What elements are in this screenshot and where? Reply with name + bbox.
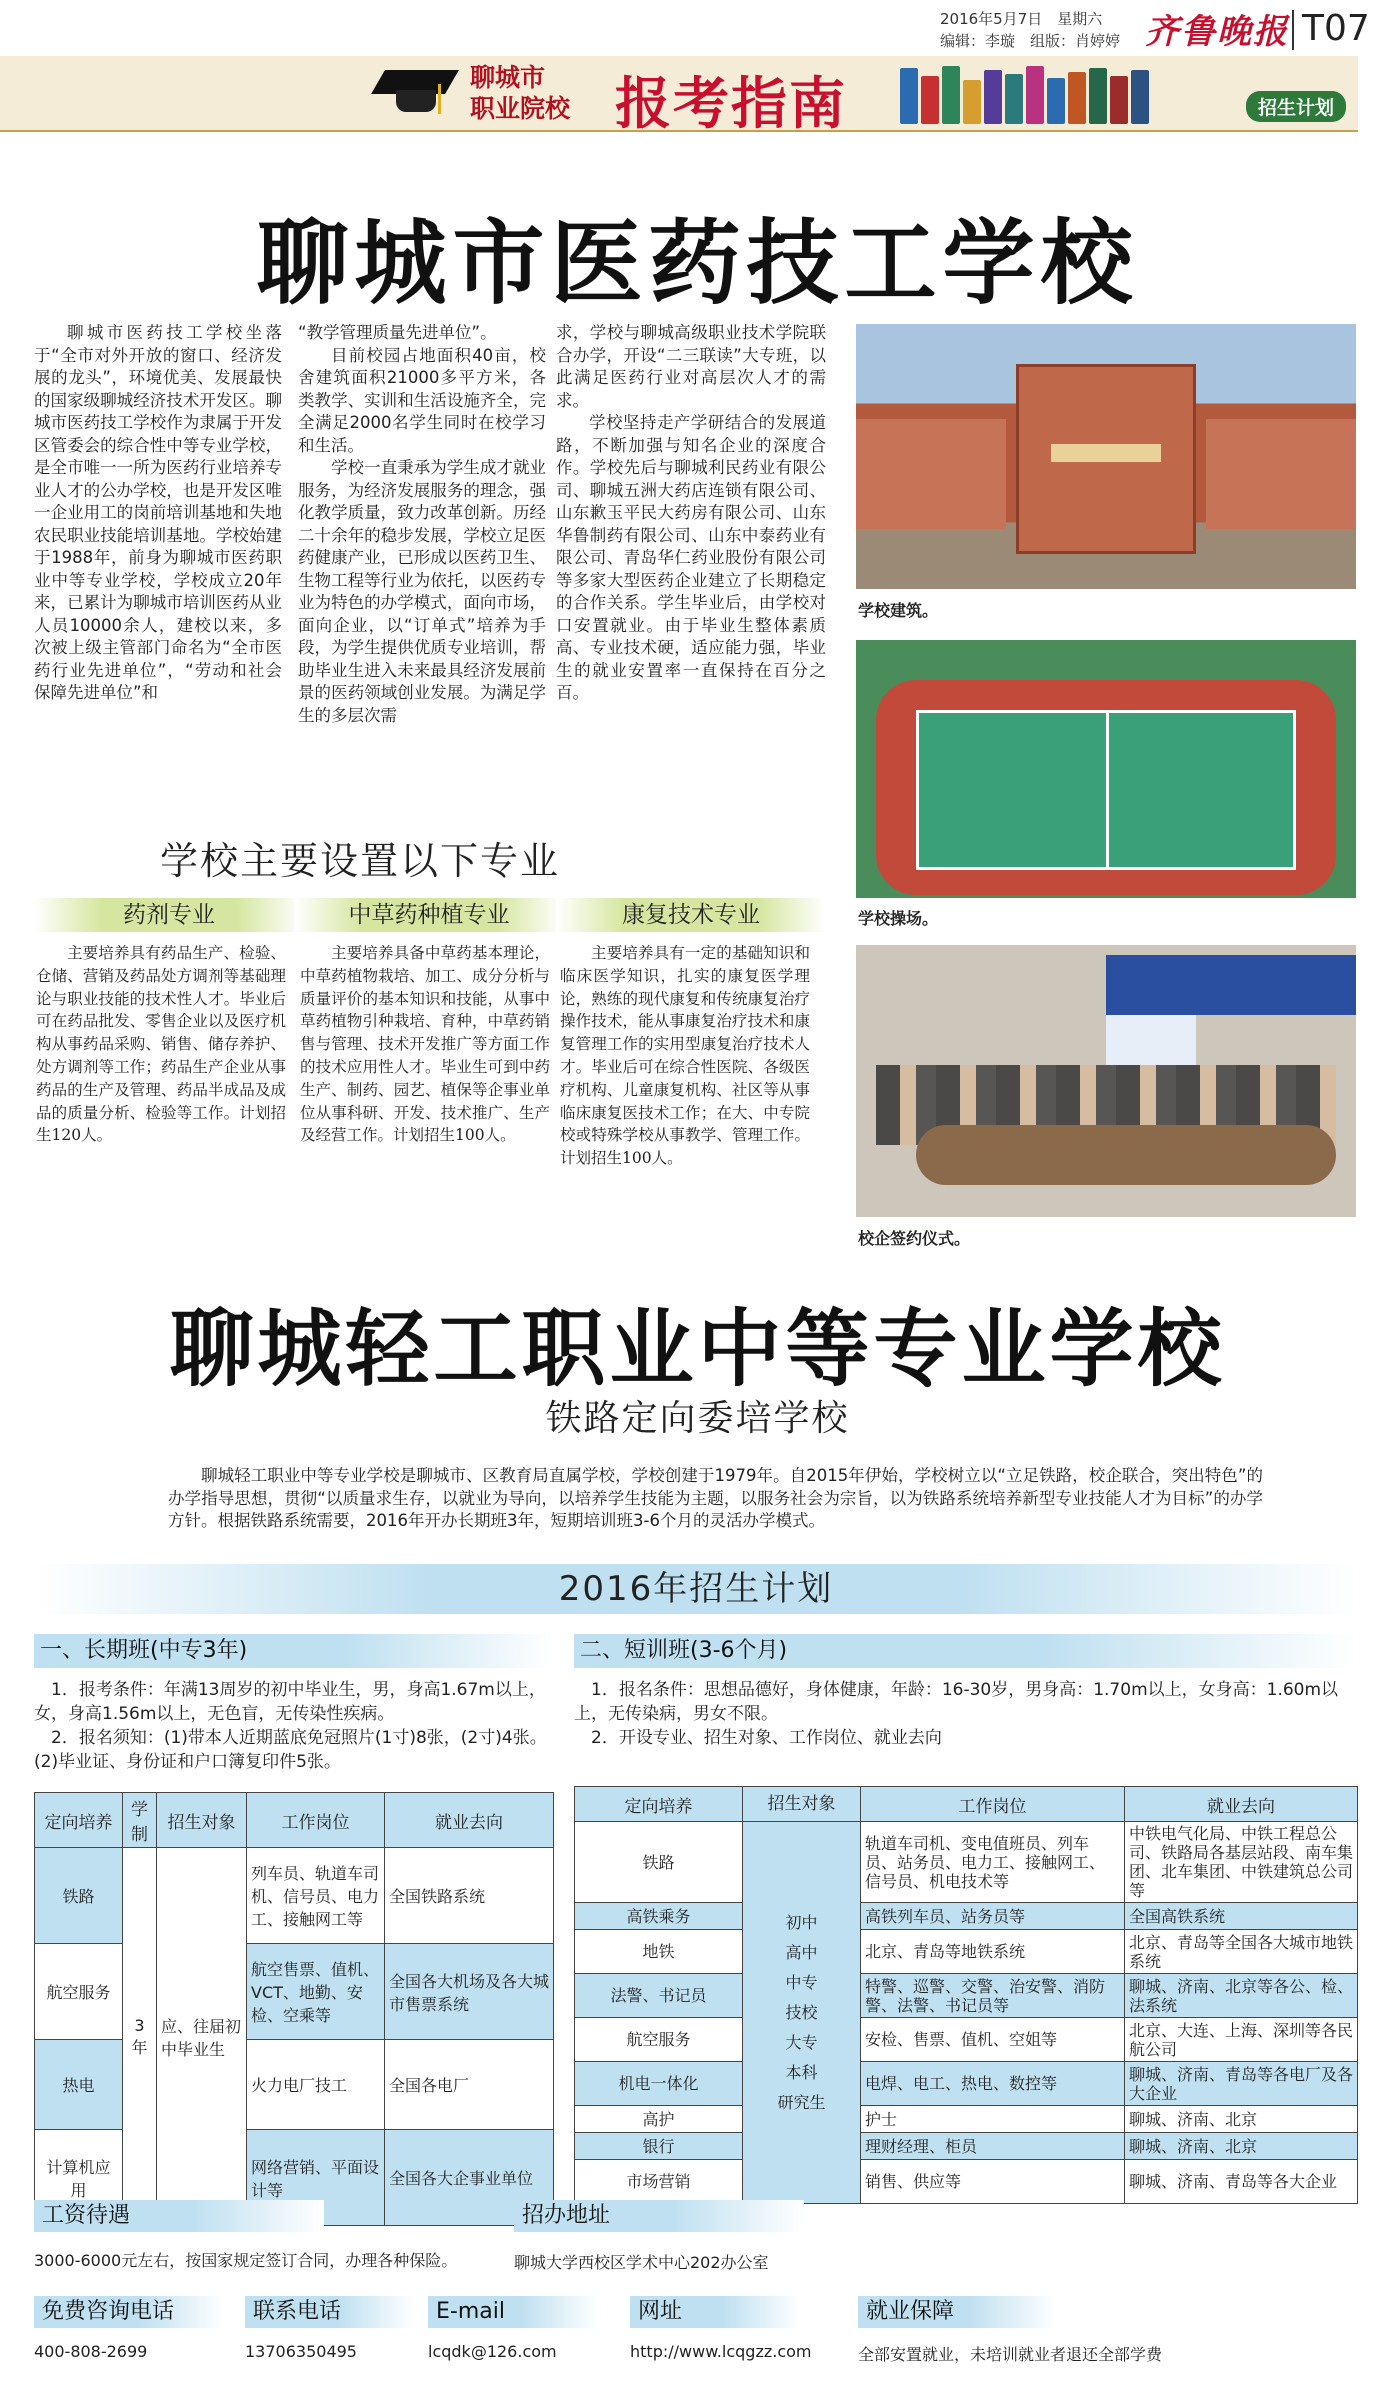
salary-text: 3000-6000元左右，按国家规定签订合同，办理各种保险。 bbox=[34, 2251, 458, 2270]
table-header: 就业去向 bbox=[385, 1793, 554, 1848]
school-building-photo bbox=[856, 324, 1356, 589]
books-icon bbox=[900, 64, 1152, 124]
website-link[interactable]: http://www.lcqgzz.com bbox=[630, 2342, 812, 2361]
photo-caption: 学校操场。 bbox=[858, 909, 939, 928]
photo-caption: 校企签约仪式。 bbox=[858, 1229, 971, 1248]
email-address[interactable]: lcqdk@126.com bbox=[428, 2342, 557, 2361]
table-row: 航空服务 航空售票、值机、VCT、地勤、安检、空乘等 全国各大机场及各大城市售票系统 bbox=[35, 1944, 554, 2040]
section-banner bbox=[0, 56, 1358, 137]
table-header: 就业去向 bbox=[1125, 1787, 1358, 1822]
email-heading: E-mail bbox=[428, 2296, 598, 2328]
table-row: 铁路 3年 应、往届初中毕业生 列车员、轨道车司机、信号员、电力工、接触网工等 全国铁路系统 bbox=[35, 1848, 554, 1944]
long-term-requirements: 1．报考条件：年满13周岁的初中毕业生，男，身高1.67m以上，女，身高1.56m以上，无色盲，无传染性疾病。 2．报名须知：(1)带本人近期蓝底免冠照片(1寸)8张，(2寸)4张。(2)毕业证、身份证和户口簿复印件5张。 bbox=[34, 1680, 547, 1772]
school2-intro: 聊城轻工职业中等专业学校是聊城市、区教育局直属学校，学校创建于1979年。自2015年伊始，学校树立以“立足铁路，校企联合，突出特色”的办学指导思想，贯彻“以质量求生存，以就业为导向，以培养学生技能为主题，以服务社会为宗旨，以为铁路系统培养新型专业技能人才为目标”的办学方针。根据铁路系统需要，2016年开办长期班3年，短期培训班3-6个月的灵活办学模式。 bbox=[168, 1466, 1263, 1530]
photo-caption: 学校建筑。 bbox=[858, 601, 939, 620]
school2-subtitle: 铁路定向委培学校 bbox=[545, 1398, 850, 1439]
table-row: 法警、书记员 特警、巡警、交警、治安警、消防警、法警、书记员等 聊城、济南、北京等各公、检、法系统 bbox=[575, 1974, 1358, 2018]
guarantee-heading: 就业保障 bbox=[858, 2296, 1058, 2328]
school1-text-col2: “教学管理质量先进单位”。 目前校园占地面积40亩，校舍建筑面积21000多平方米，各类教学、实训和生活设施齐全，完全满足2000名学生同时在校学习和生活。 学校一直秉承为学生成才就业服务，为经济发展服务的理念，强化教学质量，致力改革创新。历经二十余年的稳步发展，学校立足医药健康产业，已形成以医药卫生、生物工程等行业为依托，以医药专业为特色的办学模式，面向市场，面向企业，以“订单式”培养为手段，为学生提供优质专业培训，帮助毕业生进入未来最具经济发展前景的医药领域创业发展。为满足学生的多层次需 bbox=[298, 323, 546, 725]
table-row: 地铁 北京、青岛等地铁系统 北京、青岛等全国各大城市地铁系统 bbox=[575, 1930, 1358, 1974]
section-tag: 招生计划 bbox=[1246, 91, 1346, 122]
playground-photo bbox=[856, 640, 1356, 898]
school2-title: 聊城轻工职业中等专业学校 bbox=[169, 1300, 1226, 1398]
table-row: 计算机应用 网络营销、平面设计等 全国各大企事业单位 bbox=[35, 2130, 554, 2226]
major-desc-rehab: 主要培养具有一定的基础知识和临床医学知识，扎实的康复医学理论，熟练的现代康复和传统康复治疗操作技术，能从事康复治疗技术和康复管理工作的实用型康复治疗技术人才。毕业后可在综合性医院、各级医疗机构、儿童康复机构、社区等从事临床康复医技术工作；在大、中专院校或特殊学校从事教学、管理工作。计划招生100人。 bbox=[560, 944, 810, 1168]
newspaper-logo: 齐鲁晚报 bbox=[1145, 12, 1289, 52]
table-row: 航空服务 安检、售票、值机、空姐等 北京、大连、上海、深圳等各民航公司 bbox=[575, 2018, 1358, 2062]
table-header: 工作岗位 bbox=[247, 1793, 385, 1848]
table-row: 高护 护士 聊城、济南、北京 bbox=[575, 2106, 1358, 2133]
major-desc-herbal: 主要培养具备中草药基本理论，中草药植物栽培、加工、成分分析与质量评价的基本知识和技能，从事中草药植物引种栽培、育种，中草药销售与管理、技术开发推广等方面工作的技术应用性人才。毕业生可到中药生产、制药、园艺、植保等企事业单位从事科研、开发、技术推广、生产及经营工作。计划招生100人。 bbox=[300, 944, 550, 1145]
salary-heading: 工资待遇 bbox=[34, 2200, 324, 2232]
table-row: 热电 火力电厂技工 全国各电厂 bbox=[35, 2040, 554, 2130]
table-header: 定向培养 bbox=[575, 1787, 743, 1822]
table-row: 铁路 初中 高中 中专 技校 大专 本科 研究生 轨道车司机、变电值班员、列车员、站务员、电力工、接触网工、信号员、机电技术等 中铁电气化局、中铁工程总公司、铁路局各基层站段、南车集团、北车集团、中铁建筑总公司等 bbox=[575, 1822, 1358, 1903]
issue-date: 2016年5月7日 星期六 bbox=[940, 10, 1103, 28]
majors-heading: 学校主要设置以下专业 bbox=[160, 839, 561, 883]
school1-text-col3: 求，学校与聊城高级职业技术学院联合办学，开设“二三联读”大专班，以此满足医药行业对高层次人才的需求。 学校坚持走产学研结合的发展道路，不断加强与知名企业的深度合作。学校先后与聊城利民药业有限公司、聊城五洲大药店连锁有限公司、山东歉玉平民大药房有限公司、山东华鲁制药有限公司、山东中泰药业有限公司、青岛华仁药业股份有限公司等多家大型医药企业建立了长期稳定的合作关系。学生毕业后，由学校对口安置就业。由于毕业生整体素质高、专业技术硬，适应能力强，毕业生的就业安置率一直保持在百分之百。 bbox=[556, 323, 826, 702]
table-header: 学制 bbox=[123, 1793, 157, 1848]
phone-heading: 联系电话 bbox=[245, 2296, 415, 2328]
signing-ceremony-photo bbox=[856, 945, 1356, 1217]
graduation-cap-icon bbox=[378, 62, 452, 124]
major-title-pharmacy: 药剂专业 bbox=[34, 898, 304, 932]
guarantee-text: 全部安置就业，未培训就业者退还全部学费 bbox=[858, 2345, 1163, 2364]
header-meta bbox=[940, 8, 1120, 52]
table-row: 机电一体化 电焊、电工、热电、数控等 聊城、济南、青岛等各电厂及各大企业 bbox=[575, 2062, 1358, 2106]
address-text: 聊城大学西校区学术中心202办公室 bbox=[514, 2253, 769, 2272]
phone-number[interactable]: 13706350495 bbox=[245, 2342, 357, 2361]
school1-text-col1: 聊城市医药技工学校坐落于“全市对外开放的窗口、经济发展的龙头”，环境优美、发展最快的国家级聊城经济技术开发区。聊城市医药技工学校作为隶属于开发区管委会的综合性中等专业学校，是全市唯一一所为医药行业培养专业人才的公办学校，也是开发区唯一企业用工的岗前培训基地和失地农民职业技能培训基地。学校始建于1988年，前身为聊城市医药职业中等专业学校，学校成立20年来，已累计为聊城市培训医药从业人员10000余人，建校以来，多次被上级主管部门命名为“全市医药行业先进单位”，“劳动和社会保障先进单位”和 bbox=[34, 323, 282, 702]
long-term-table bbox=[34, 1792, 554, 2226]
table-header: 招生对象 bbox=[743, 1787, 861, 1822]
major-title-rehab: 康复技术专业 bbox=[556, 898, 826, 932]
school1-title: 聊城市医药技工学校 bbox=[256, 210, 1139, 317]
table-row: 银行 理财经理、柜员 聊城、济南、北京 bbox=[575, 2133, 1358, 2160]
short-term-heading: 二、短训班(3-6个月) bbox=[574, 1634, 1358, 1668]
banner-subtitle: 聊城市 职业院校 bbox=[470, 63, 571, 123]
website-heading: 网址 bbox=[630, 2296, 800, 2328]
free-hotline-number[interactable]: 400-808-2699 bbox=[34, 2342, 148, 2361]
target-list: 初中 高中 中专 技校 大专 本科 研究生 bbox=[743, 1822, 861, 2204]
table-header: 定向培养 bbox=[35, 1793, 123, 1848]
table-row: 市场营销 销售、供应等 聊城、济南、青岛等各大企业 bbox=[575, 2160, 1358, 2204]
address-heading: 招办地址 bbox=[514, 2200, 804, 2232]
enrollment-plan-title: 2016年招生计划 bbox=[34, 1564, 1358, 1614]
table-header: 招生对象 bbox=[157, 1793, 247, 1848]
major-desc-pharmacy: 主要培养具有药品生产、检验、仓储、营销及药品处方调剂等基础理论与职业技能的技术性人才。毕业后可在药品批发、零售企业以及医疗机构从事药品采购、销售、储存养护、处方调剂等工作；药品生产企业从事药品的生产及管理、药品半成品及成品的质量分析、检验等工作。计划招生120人。 bbox=[36, 944, 286, 1145]
header-divider bbox=[1292, 10, 1294, 50]
banner-title: 报考指南 bbox=[615, 72, 847, 137]
short-term-table bbox=[574, 1786, 1358, 2204]
table-header: 工作岗位 bbox=[861, 1787, 1125, 1822]
long-term-heading: 一、长期班(中专3年) bbox=[34, 1634, 554, 1668]
short-term-requirements: 1．报名条件：思想品德好，身体健康，年龄：16-30岁，男身高：1.70m以上，女身高：1.60m以上，无传染病，男女不限。 2．开设专业、招生对象、工作岗位、就业去向 bbox=[574, 1680, 1339, 1748]
free-hotline-heading: 免费咨询电话 bbox=[34, 2296, 224, 2328]
major-title-herbal: 中草药种植专业 bbox=[294, 898, 564, 932]
page-number: T07 bbox=[1302, 8, 1370, 49]
editors: 编辑：李璇 组版：肖婷婷 bbox=[940, 32, 1121, 50]
table-row: 高铁乘务 高铁列车员、站务员等 全国高铁系统 bbox=[575, 1903, 1358, 1930]
